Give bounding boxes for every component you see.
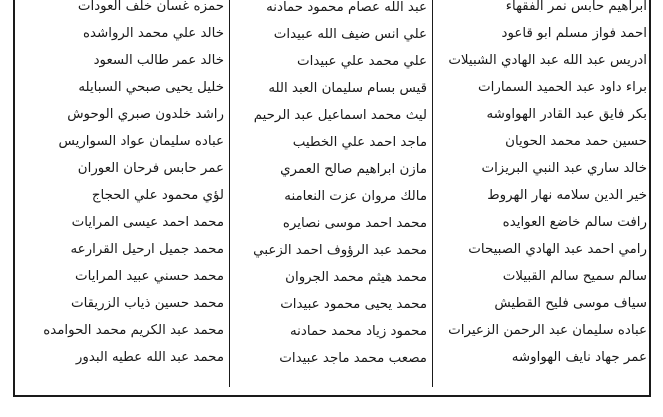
name-entry: راشد خلدون صبري الوحوش	[67, 107, 224, 122]
name-entry: مازن ابراهيم صالح العمري	[280, 162, 427, 177]
name-entry: خالد ساري عبد النبي البريزات	[481, 161, 647, 176]
name-entry: خالد علي محمد الرواشده	[82, 26, 224, 41]
name-entry: عباده سليمان عواد السواريس	[58, 134, 224, 149]
name-entry: خير الدين سلامه نهار الهروط	[487, 188, 647, 203]
name-entry: خالد عمر طالب السعود	[93, 53, 224, 68]
name-entry: بكر فايق عبد القادر الهواوشه	[486, 107, 647, 122]
name-entry: براء داود عبد الحميد السمارات	[478, 80, 647, 95]
name-entry: سالم سميح سالم القبيلات	[502, 269, 647, 284]
name-entry: محمد احمد عيسى المرايات	[71, 215, 224, 230]
name-entry: محمد احمد موسى نصايره	[282, 216, 427, 231]
name-entry: احمد فواز مسلم ابو قاعود	[501, 26, 647, 41]
name-entry: محمد حسين ذياب الزريقات	[70, 296, 224, 311]
name-entry: مالك مروان عزت النعامنه	[284, 189, 427, 204]
name-entry: ماجد احمد علي الخطيب	[292, 135, 427, 150]
name-entry: ابراهيم حابس نمر الفقهاء	[505, 0, 647, 14]
names-column-1	[434, 0, 651, 387]
name-entry: ليث محمد اسماعيل عبد الرحيم	[253, 108, 427, 123]
name-entry: عبد الله عصام محمود حمادنه	[266, 0, 427, 15]
name-entry: محمود زياد محمد حمادنه	[290, 324, 427, 339]
name-entry: لؤي محمود علي الحجاج	[91, 188, 224, 203]
name-entry: رافت سالم خاضع العوايده	[502, 215, 647, 230]
name-entry: ادريس عبد الله عبد الهادي الشبيلات	[448, 53, 647, 68]
name-entry: محمد حسني عبيد المرايات	[75, 269, 224, 284]
name-entry: محمد جميل ارحيل القرارعه	[70, 242, 224, 257]
name-entry: خليل يحيى صبحي السبايله	[78, 80, 224, 95]
name-entry: محمد هيثم محمد الجروان	[285, 270, 427, 285]
name-entry: سياف موسى فليح القطيش	[494, 296, 647, 311]
name-entry: محمد عبد الله عطيه البدور	[75, 350, 224, 365]
names-column-2	[230, 0, 431, 387]
name-entry: محمد يحيى محمود عبيدات	[280, 297, 427, 312]
column-divider	[432, 0, 433, 387]
name-entry: حسين حمد محمد الحويان	[505, 134, 647, 149]
name-entry: مصعب محمد ماجد عبيدات	[279, 351, 427, 366]
name-entry: محمد عبد الرؤوف احمد الزعبي	[253, 243, 427, 258]
name-entry: محمد عبد الكريم محمد الحوامده	[43, 323, 224, 338]
name-entry: علي محمد علي عبيدات	[297, 54, 427, 69]
name-entry: عمر جهاد نايف الهواوشه	[511, 350, 647, 365]
name-entry: قيس بسام سليمان العبد الله	[268, 81, 427, 96]
name-entry: عباده سليمان عبد الرحمن الزعيرات	[448, 323, 647, 338]
names-column-3	[30, 0, 228, 387]
name-entry: رامي احمد عبد الهادي الصبيحات	[468, 242, 647, 257]
name-entry: حمزه غسان خلف العودات	[77, 0, 224, 14]
name-entry: علي انس ضيف الله عبيدات	[273, 27, 427, 42]
name-entry: عمر حابس فرحان العوران	[77, 161, 224, 176]
